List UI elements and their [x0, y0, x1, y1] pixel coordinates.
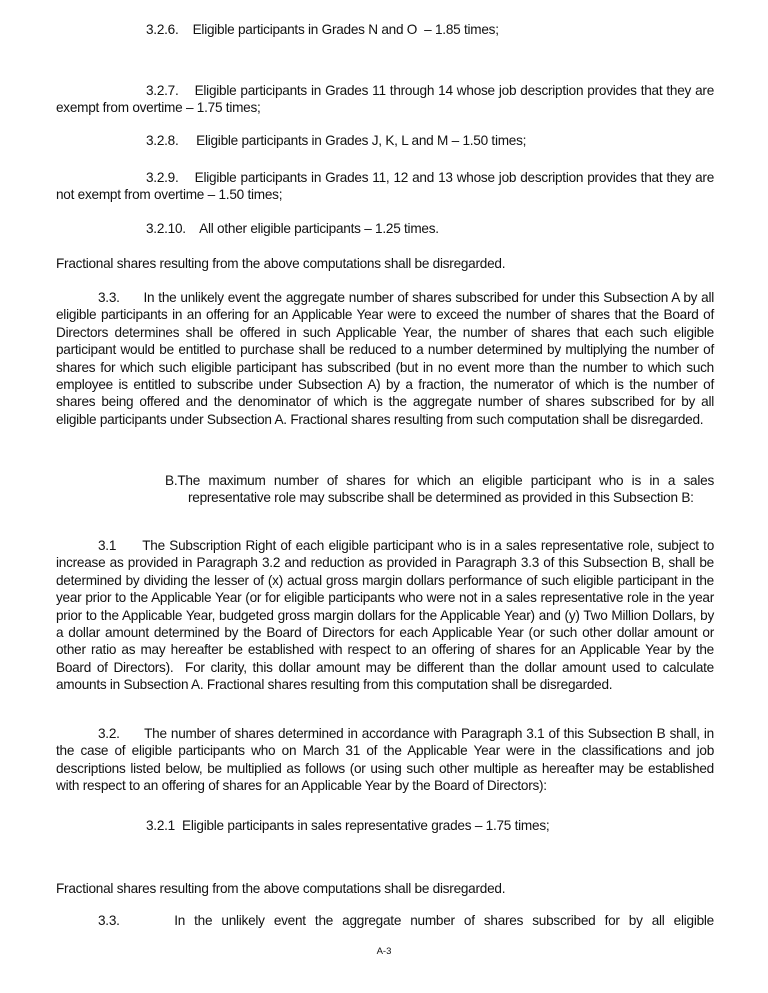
fractional-shares-note: Fractional shares resulting from the above computations shall be disregarded. [56, 256, 506, 271]
paragraph-3-2-subsection-b: 3.2. The number of shares determined in accordance with Paragraph 3.1 of this Subsection B shall, in the case of eligible participants who on March 31 of the Applicable Year were in the classifications and job descriptions listed below, be multiplied as follows (or using such other multiple as hereafter may be established with respect to an offering of shares for an Applicable Year by the Board of Directors): [56, 726, 718, 794]
paragraph-3-2-8: 3.2.8. Eligible participants in Grades J, K, L and M – 1.50 times; [146, 133, 527, 148]
paragraph-3-3-subsection-a: 3.3. In the unlikely event the aggregate number of shares subscribed for under this Subsection A by all eligible participants in an offering for an Applicable Year were to exceed the number of shares that the Board of Directors determines shall be offered in such Applicable Year, the number of shares that each such eligible participant would be entitled to purchase shall be reduced to a number determined by multiplying the number of shares for which such eligible participant has subscribed (but in no event more than the number to which such employee is entitled to subscribe under Subsection A) by a fraction, the numerator of which is the number of shares being offered and the denominator of which is the aggregate number of shares subscribed for by all eligible participants under Subsection A. Fractional shares resulting from such computation shall be disregarded. [56, 290, 718, 427]
paragraph-3-2-6: 3.2.6. Eligible participants in Grades N and O – 1.85 times; [146, 22, 499, 37]
fractional-shares-note-b: Fractional shares resulting from the above computations shall be disregarded. [56, 881, 506, 896]
subsection-b-heading: B.The maximum number of shares for which an eligible participant who is in a sales representative role may subscribe shall be determined as provided in this Subsection B: [165, 473, 714, 506]
paragraph-3-1-subsection-b: 3.1 The Subscription Right of each eligible participant who is in a sales representative role, subject to increase as provided in Paragraph 3.2 and reduction as provided in Paragraph 3.3 of this Subsection B, shall be determined by dividing the lesser of (x) actual gross margin dollars performance of such eligible participant in the year prior to the Applicable Year (or for eligible participants who were not in a sales representative role in the year prior to the Applicable Year, budgeted gross margin dollars for the Applicable Year) and (y) Two Million Dollars, by a dollar amount determined by the Board of Directors for each Applicable Year (or such other dollar amount or other ratio as may hereafter be established with respect to an offering of shares for an Applicable Year by the Board of Directors). For clarity, this dollar amount may be different than the dollar amount used to calculate amounts in Subsection A. Fractional shares resulting from this computation shall be disregarded. [56, 538, 718, 693]
paragraph-3-3-subsection-b: 3.3. In the unlikely event the aggregate number of shares subscribed for by all eligible [98, 913, 714, 928]
paragraph-3-2-1: 3.2.1 Eligible participants in sales representative grades – 1.75 times; [146, 818, 550, 833]
paragraph-3-2-10: 3.2.10. All other eligible participants – 1.25 times. [146, 221, 439, 236]
paragraph-3-2-9: 3.2.9. Eligible participants in Grades 11, 12 and 13 whose job description provides that they are not exempt from overtime – 1.50 times; [56, 170, 718, 203]
paragraph-3-2-7: 3.2.7. Eligible participants in Grades 11 through 14 whose job description provides that they are exempt from overtime – 1.75 times; [56, 83, 718, 116]
page-number: A-3 [376, 946, 392, 957]
